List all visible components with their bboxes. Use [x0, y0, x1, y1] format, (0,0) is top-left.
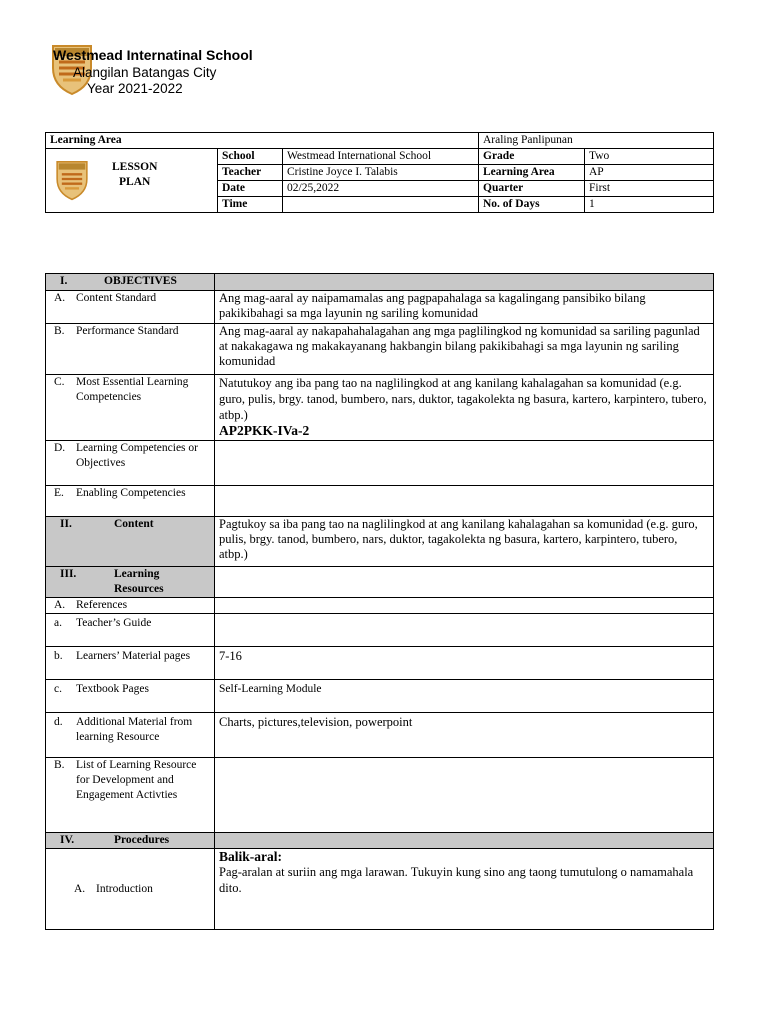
school-value: Westmead International School — [283, 149, 479, 165]
learners-material-row — [46, 647, 714, 680]
grade-value: Two — [585, 149, 714, 165]
melc-value: Natutukoy ang iba pang tao na naglilingkod at ang kanilang kahalagahan sa komunidad (e.g. guro, pulis, brgy. tanod, bumbero, nars, duktor, tagakolekta ng basura, kartero, karpintero, tubero, atbp.) — [219, 376, 707, 422]
performance-standard-label: B. Performance Standard — [46, 324, 215, 375]
references-label: A. References — [46, 598, 215, 614]
school-label: School — [218, 149, 283, 165]
objectives-row — [46, 274, 714, 291]
content-standard-row — [46, 291, 714, 324]
objectives-d-label: D. Learning Competencies or Objectives — [46, 441, 215, 486]
objectives-d-row — [46, 441, 714, 486]
list-resources-label: B. List of Learning Resource for Development and Engagement Activties — [46, 758, 215, 833]
time-value — [283, 197, 479, 213]
introduction-value: Pag-aralan at suriin ang mga larawan. Tukuyin kung sino ang taong tumutulong o namamahala dito. — [219, 865, 694, 895]
lesson-plan-table — [45, 273, 714, 930]
school-header — [47, 40, 347, 100]
learning-area-label: Learning Area — [46, 133, 479, 149]
lesson-info-table — [45, 132, 714, 213]
teacher-label: Teacher — [218, 165, 283, 181]
list-resources-row — [46, 758, 714, 833]
additional-value: Charts, pictures,television, powerpoint — [215, 713, 714, 758]
references-value — [215, 598, 714, 614]
teachers-guide-row — [46, 614, 714, 647]
teachers-guide-label: a. Teacher’s Guide — [46, 614, 215, 647]
learning-area-row — [46, 133, 714, 149]
content-heading: II. Content — [46, 517, 215, 567]
area-value: AP — [585, 165, 714, 181]
objectives-value — [215, 274, 714, 291]
enabling-label: E. Enabling Competencies — [46, 486, 215, 517]
textbook-row — [46, 680, 714, 713]
learning-area-value: Araling Panlipunan — [479, 133, 714, 149]
lesson-plan-cell — [46, 149, 218, 213]
learners-material-label: b. Learners’ Material pages — [46, 647, 215, 680]
additional-row — [46, 713, 714, 758]
objectives-d-value — [215, 441, 714, 486]
date-label: Date — [218, 181, 283, 197]
school-logo-icon — [54, 157, 90, 201]
procedures-row — [46, 833, 714, 849]
enabling-row — [46, 486, 714, 517]
school-address: Alangilan Batangas City — [73, 65, 217, 80]
additional-label: d. Additional Material from learning Resource — [46, 713, 215, 758]
days-value: 1 — [585, 197, 714, 213]
melc-value-cell — [215, 375, 714, 441]
date-value: 02/25,2022 — [283, 181, 479, 197]
procedures-heading: IV. Procedures — [46, 833, 215, 849]
time-label: Time — [218, 197, 283, 213]
resources-row — [46, 567, 714, 598]
textbook-label: c. Textbook Pages — [46, 680, 215, 713]
content-row — [46, 517, 714, 567]
content-standard-label: A. Content Standard — [46, 291, 215, 324]
teachers-guide-value — [215, 614, 714, 647]
lesson-plan-title: LESSON PLAN — [112, 161, 158, 188]
quarter-value: First — [585, 181, 714, 197]
days-label: No. of Days — [479, 197, 585, 213]
procedures-value — [215, 833, 714, 849]
grade-label: Grade — [479, 149, 585, 165]
school-name: Westmead Internatinal School — [53, 47, 253, 63]
objectives-heading: I. OBJECTIVES — [46, 274, 215, 291]
list-resources-value — [215, 758, 714, 833]
melc-code: AP2PKK-IVa-2 — [219, 423, 310, 438]
area-label: Learning Area — [479, 165, 585, 181]
resources-value — [215, 567, 714, 598]
teacher-value: Cristine Joyce I. Talabis — [283, 165, 479, 181]
textbook-value: Self-Learning Module — [215, 680, 714, 713]
performance-standard-row — [46, 324, 714, 375]
info-row-school — [46, 149, 714, 165]
quarter-label: Quarter — [479, 181, 585, 197]
introduction-heading: Balik-aral: — [219, 849, 282, 864]
melc-label: C. Most Essential Learning Competencies — [46, 375, 215, 441]
resources-heading: III. Learning Resources — [46, 567, 215, 598]
references-row — [46, 598, 714, 614]
learners-material-value: 7-16 — [215, 647, 714, 680]
content-standard-value: Ang mag-aaral ay naipamamalas ang pagpapahalaga sa kagalingang pansibiko bilang pakikibahagi sa mga layunin ng sariling komunidad — [215, 291, 714, 324]
performance-standard-value: Ang mag-aaral ay nakapahahalagahan ang mga paglilingkod ng komunidad sa sariling pagunlad at nakakagawa ng makakayanang hakbangin bilang pakikibahagi sa mga layunin ng sariling komunidad — [215, 324, 714, 375]
introduction-value-cell — [215, 849, 714, 930]
school-year: Year 2021-2022 — [87, 81, 183, 96]
introduction-row — [46, 849, 714, 930]
enabling-value — [215, 486, 714, 517]
content-value: Pagtukoy sa iba pang tao na naglilingkod at ang kanilang kahalagahan sa komunidad (e.g. guro, pulis, brgy. tanod, bumbero, nars, duktor, tagakolekta ng basura, kartero, karpintero, tubero, atbp.) — [215, 517, 714, 567]
introduction-label: A. Introduction — [46, 849, 215, 930]
melc-row — [46, 375, 714, 441]
